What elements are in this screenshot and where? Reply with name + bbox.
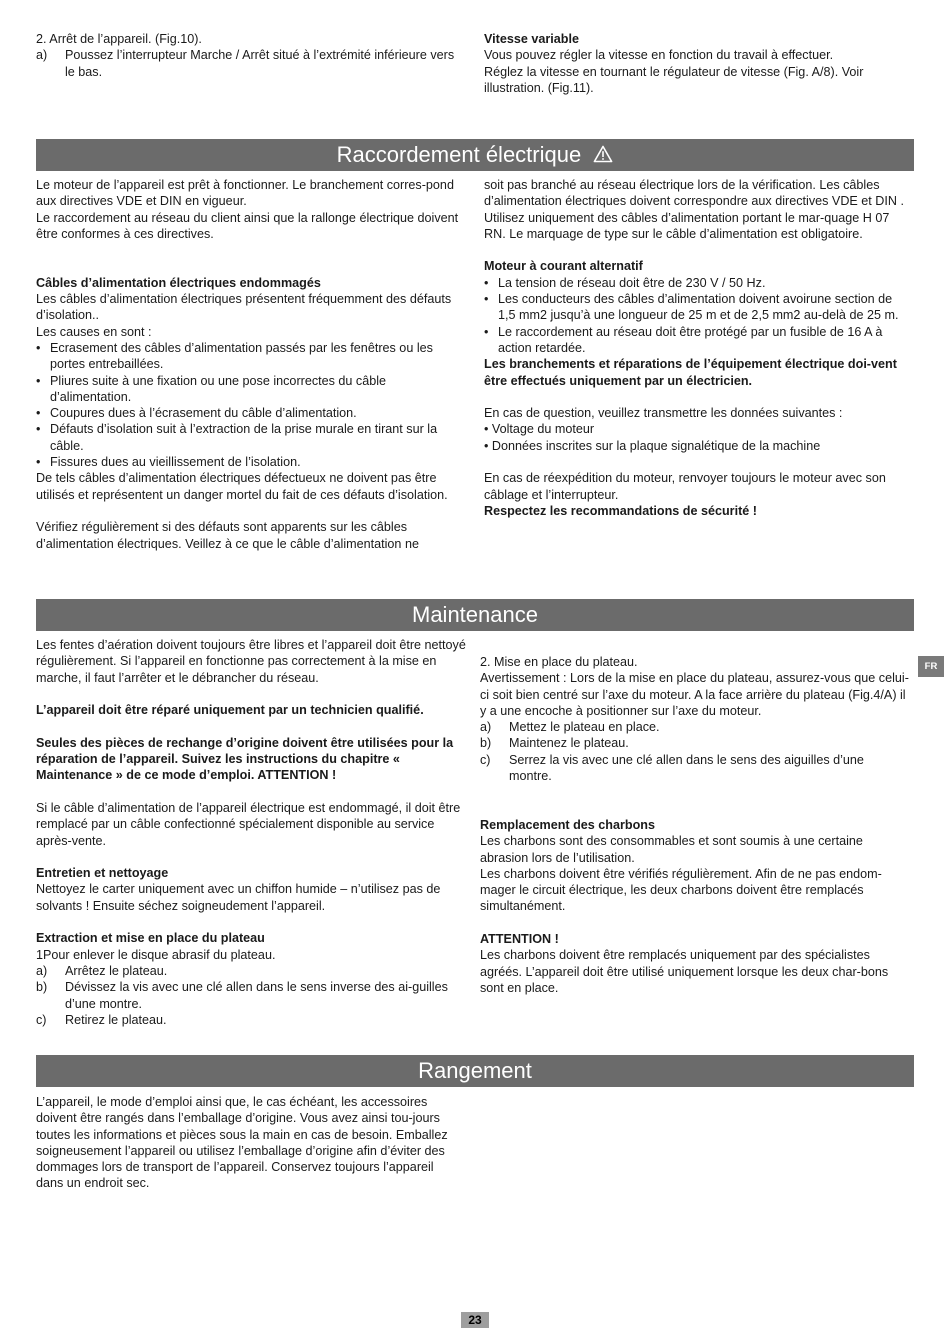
list-item: • Ecrasement des câbles d’alimentation passés par les fenêtres ou les portes entrebaillées. [36, 340, 433, 372]
paragraph: Avertissement : Lors de la mise en place du plateau, assurez-vous que celui-ci soit bien centré sur l’axe du moteur. A la face arrière du plateau (Fig.4/A) il y a une encoche à positionner sur l’axe du moteur. [480, 671, 909, 718]
paragraph: Le moteur de l’appareil est prêt à fonctionner. Le branchement corres-pond aux directives VDE et DIN en vigueur. [36, 178, 454, 209]
paragraph: 1Pour enlever le disque abrasif du plateau. [36, 947, 276, 962]
section-heading: Câbles d’alimentation électriques endommagés [36, 275, 321, 290]
list-marker: a) [36, 48, 48, 63]
section-heading: Remplacement des charbons [480, 817, 655, 832]
list-item: b) Maintenez le plateau. [480, 736, 629, 751]
paragraph: Les fentes d’aération doivent toujours être libres et l’appareil doit être nettoyé régulièrement. Si l’appareil en fonctionne pas correctement à la mise en marche, il faut l’arrêter et le débrancher du réseau. [36, 638, 466, 685]
paragraph: Vérifiez régulièrement si des défauts sont apparents sur les câbles d’alimentation électriques. Veillez à ce que le câble d’alimentation ne [36, 520, 419, 551]
paragraph: Seules des pièces de rechange d’origine doivent être utilisées pour la réparation de l’appareil. Suivez les instructions du chapitre « Maintenance » de ce mode d’emploi. ATTENTION ! [36, 735, 454, 783]
list-item: • Défauts d’isolation suit à l’extraction de la prise murale en tirant sur la câble. [36, 422, 438, 453]
stop-item-a [36, 47, 466, 80]
rangement-column [36, 1094, 458, 1192]
maintenance-right-column [480, 654, 910, 996]
paragraph: L’appareil, le mode d’emploi ainsi que, le cas échéant, les accessoires doivent être rangés dans l’emballage d’origine. Vous avez ainsi tou-jours toutes les informations et pièces sous la main en cas de besoin. Emballez soigneusement l’appareil ou utilisez l’emballage d’origine afin d’éviter des dommages lors de transport de l’appareil. Conservez toujours l’appareil dans un endroit sec. [36, 1095, 448, 1191]
top-right-column [484, 31, 904, 96]
paragraph: 2. Mise en place du plateau. [480, 655, 638, 669]
maintenance-left-column [36, 637, 472, 1028]
top-left-column [36, 31, 466, 80]
list-item: • La tension de réseau doit être de 230 V / 50 Hz. [484, 275, 766, 290]
list-item: b) Dévissez la vis avec une clé allen dans le sens inverse des ai-guilles d’une montre. [36, 980, 448, 1011]
paragraph: Réglez la vitesse en tournant le régulateur de vitesse (Fig. A/8). Voir illustration. (Fig.11). [484, 64, 864, 95]
list-item: • Voltage du moteur [484, 422, 595, 437]
paragraph: Les causes en sont : [36, 324, 152, 339]
paragraph: De tels câbles d’alimentation électriques défectueux ne doivent pas être utilisés et représentent un danger mortel du fait de ces défauts d’isolation. [36, 471, 448, 502]
paragraph: Vous pouvez régler la vitesse en fonction du travail à effectuer. [484, 48, 834, 63]
section-banner-raccordement [36, 139, 914, 171]
list-item: • Données inscrites sur la plaque signalétique de la machine [484, 438, 821, 453]
section-heading: Vitesse variable [484, 32, 579, 46]
raccordement-right-column [484, 177, 912, 519]
banner-title: Rangement [418, 1058, 532, 1083]
section-banner-maintenance [36, 599, 914, 631]
section-heading: ATTENTION ! [480, 932, 559, 947]
list-item: • Le raccordement au réseau doit être protégé par un fusible de 16 A à action retardée. [484, 324, 883, 355]
paragraph: En cas de question, veuillez transmettre les données suivantes : [484, 406, 843, 421]
list-item: • Les conducteurs des câbles d’alimentation doivent avoirune section de 1,5 mm2 jusqu’à une longueur de 25 m et de 2,5 mm2 au-delà de 25 m. [484, 292, 899, 323]
list-item: • Fissures dues au vieillissement de l’isolation. [36, 455, 301, 470]
list-item: c) Retirez le plateau. [36, 1012, 167, 1027]
paragraph: En cas de réexpédition du moteur, renvoyer toujours le moteur avec son câblage et l’interrupteur. [484, 471, 886, 502]
section-banner-rangement [36, 1055, 914, 1087]
paragraph: soit pas branché au réseau électrique lors de la vérification. Les câbles d’alimentation électriques doivent correspondre aux directives VDE et DIN . Utilisez uniquement des câbles d’alimentation portant le mar-quage H 07 RN. Le marquage de type sur le câble d’alimentation est obligatoire. [484, 178, 904, 241]
stop-step: 2. Arrêt de l’appareil. (Fig.10). [36, 32, 202, 46]
list-item: a) Arrêtez le plateau. [36, 963, 168, 978]
paragraph: Les câbles d’alimentation électriques présentent fréquemment des défauts d’isolation.. [36, 292, 452, 323]
paragraph: Les charbons sont des consommables et sont soumis à une certaine abrasion lors de l’utilisation. [480, 834, 863, 865]
page-number: 23 [461, 1312, 489, 1328]
list-item: a) Mettez le plateau en place. [480, 720, 660, 735]
banner-title: Maintenance [412, 602, 538, 627]
list-text: Poussez l’interrupteur Marche / Arrêt situé à l’extrémité inférieure vers le bas. [65, 48, 455, 79]
raccordement-left-column [36, 177, 468, 552]
safety-note: Respectez les recommandations de sécurité ! [484, 503, 757, 518]
section-heading: Moteur à courant alternatif [484, 259, 643, 274]
paragraph: Les charbons doivent être remplacés uniquement par des spécialistes agréés. L’appareil doit être utilisé uniquement lorsque les deux char-bons sont en place. [480, 948, 889, 995]
language-tab: FR [918, 656, 944, 677]
banner-title: Raccordement électrique [336, 142, 582, 167]
paragraph: Si le câble d’alimentation de l’appareil électrique est endommagé, il doit être remplacé par un câble confectionné spécialement disponible au service après-vente. [36, 800, 461, 848]
section-heading: Entretien et nettoyage [36, 866, 169, 881]
paragraph: L’appareil doit être réparé uniquement par un technicien qualifié. [36, 703, 424, 718]
paragraph: Le raccordement au réseau du client ainsi que la rallonge électrique doivent être conformes à ces directives. [36, 210, 459, 241]
warning-triangle-icon [593, 145, 613, 163]
section-heading: Extraction et mise en place du plateau [36, 931, 265, 946]
paragraph: Les charbons doivent être vérifiés régulièrement. Afin de ne pas endom-mager le circuit électrique, les deux charbons doivent être remplacés simultanément. [480, 866, 882, 914]
list-item: c) Serrez la vis avec une clé allen dans le sens des aiguilles d’une montre. [480, 752, 864, 784]
list-item: • Pliures suite à une fixation ou une pose incorrectes du câble d’alimentation. [36, 373, 387, 404]
list-item: • Coupures dues à l’écrasement du câble d’alimentation. [36, 406, 357, 421]
paragraph: Nettoyez le carter uniquement avec un chiffon humide – n’utilisez pas de solvants ! Ensuite séchez soigneudement l’appareil. [36, 882, 441, 913]
electrician-note: Les branchements et réparations de l’équipement électrique doi-vent être effectués uniquement par un électricien. [484, 357, 897, 388]
